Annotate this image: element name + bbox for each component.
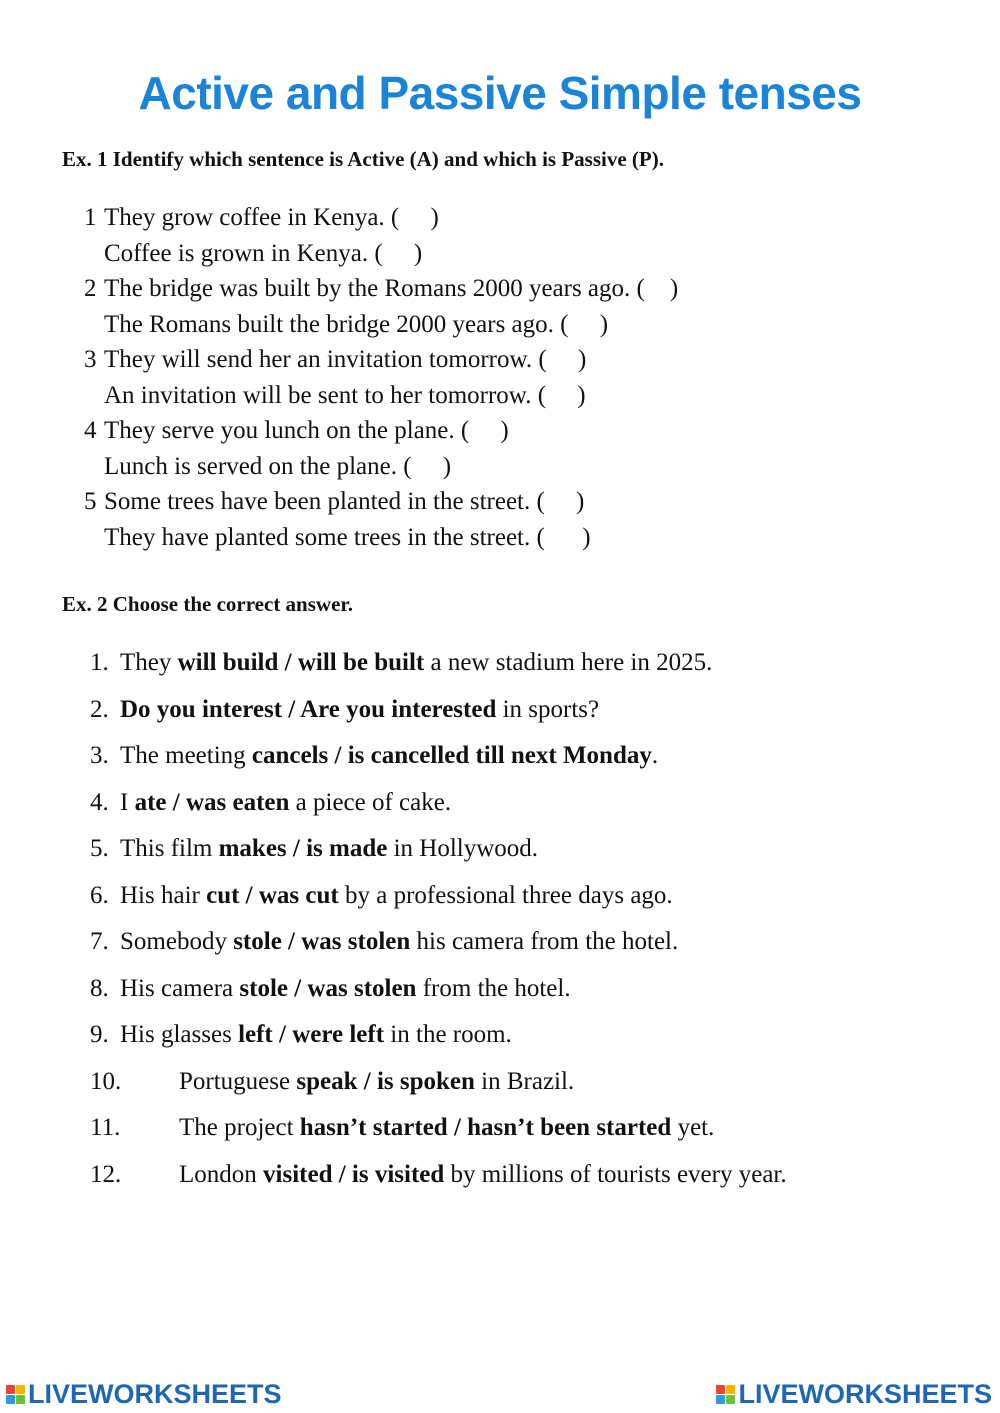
exercise-2-item: [90, 924, 787, 971]
item-number: 2.: [90, 695, 109, 723]
logo-square: [716, 1385, 725, 1394]
sentence-start: I: [120, 788, 135, 816]
answer-choices[interactable]: stole / was stolen: [239, 974, 417, 1002]
exercise-2-item: [90, 1017, 787, 1064]
exercise-1-item: [84, 484, 678, 555]
logo-square: [16, 1395, 25, 1404]
logo-square: [726, 1395, 735, 1404]
exercise-2-heading: Ex. 2 Choose the correct answer.: [62, 592, 354, 616]
exercise-1-item: [84, 271, 678, 342]
logo-square: [6, 1385, 15, 1394]
sentence-end: .: [651, 742, 659, 769]
sentence-text[interactable]: The bridge was built by the Romans 2000 years ago. ( ): [104, 275, 679, 302]
answer-choices[interactable]: ate / was eaten: [134, 788, 290, 816]
sentence-start: The meeting: [120, 742, 252, 769]
answer-choices[interactable]: cancels / is cancelled till next Monday: [251, 742, 652, 769]
sentence-text[interactable]: They will send her an invitation tomorrow. ( ): [104, 346, 587, 373]
answer-choices[interactable]: left / were left: [238, 1021, 385, 1048]
exercise-1-heading: Ex. 1 Identify which sentence is Active (A) and which is Passive (P).: [62, 147, 664, 171]
sentence-line: [84, 413, 678, 449]
item-number: 3.: [90, 742, 109, 769]
answer-choices[interactable]: Do you interest / Are you interested: [120, 695, 497, 723]
exercise-2-item: [90, 971, 787, 1018]
sentence-end: in Brazil.: [474, 1067, 575, 1095]
sentence-start: They: [120, 649, 178, 676]
item-number: 3: [84, 346, 97, 373]
logo-square: [16, 1385, 25, 1394]
sentence-text[interactable]: Some trees have been planted in the street. ( ): [104, 488, 585, 515]
liveworksheets-icon: [6, 1385, 25, 1404]
sentence-start: His hair: [120, 881, 207, 909]
item-number: 2: [84, 275, 97, 302]
item-number: 9.: [90, 1021, 109, 1048]
exercise-2-item: [90, 1064, 787, 1111]
item-number: 10.: [90, 1067, 122, 1095]
answer-choices[interactable]: visited / is visited: [263, 1160, 445, 1188]
brand-name: LIVEWORKSHEETS: [28, 1378, 282, 1409]
item-number: 7.: [90, 928, 109, 955]
exercise-1-item: [84, 200, 678, 271]
exercise-2-item: [90, 1157, 787, 1204]
sentence-end: by millions of tourists every year.: [444, 1160, 787, 1188]
sentence-end: a piece of cake.: [289, 788, 452, 816]
item-number: 5.: [90, 835, 109, 862]
sentence-start: London: [179, 1160, 264, 1188]
exercise-2-item: [90, 738, 787, 785]
sentence-text[interactable]: They have planted some trees in the street. ( ): [104, 523, 591, 551]
exercise-1-list: [84, 200, 678, 555]
sentence-end: in sports?: [496, 695, 600, 723]
exercise-2-list: [90, 645, 787, 1203]
sentence-start: His glasses: [120, 1021, 239, 1048]
logo-square: [716, 1395, 725, 1404]
brand-name: LIVEWORKSHEETS: [738, 1378, 992, 1409]
item-number: 11.: [90, 1114, 121, 1141]
sentence-end: a new stadium here in 2025.: [424, 649, 713, 676]
item-number: 1: [84, 204, 97, 231]
sentence-end: yet.: [671, 1114, 715, 1141]
sentence-text[interactable]: They grow coffee in Kenya. ( ): [104, 204, 439, 231]
answer-choices[interactable]: cut / was cut: [206, 881, 339, 909]
answer-choices[interactable]: hasn’t started / hasn’t been started: [299, 1114, 672, 1141]
sentence-line: [84, 236, 678, 272]
logo-square: [6, 1395, 15, 1404]
answer-choices[interactable]: speak / is spoken: [296, 1067, 475, 1095]
sentence-start: Portuguese: [179, 1067, 297, 1095]
item-number: 6.: [90, 881, 109, 909]
liveworksheets-logo-left[interactable]: [6, 1379, 282, 1409]
sentence-text[interactable]: Coffee is grown in Kenya. ( ): [104, 239, 423, 267]
sentence-start: His camera: [120, 974, 240, 1002]
answer-choices[interactable]: will build / will be built: [177, 649, 425, 676]
item-number: 4.: [90, 788, 109, 816]
sentence-end: from the hotel.: [416, 974, 571, 1002]
sentence-line: [84, 342, 678, 378]
sentence-text[interactable]: They serve you lunch on the plane. ( ): [104, 417, 509, 444]
sentence-line: [84, 520, 678, 556]
answer-choices[interactable]: stole / was stolen: [233, 928, 411, 955]
sentence-end: his camera from the hotel.: [410, 928, 679, 955]
exercise-2-item: [90, 831, 787, 878]
liveworksheets-logo-right[interactable]: [716, 1379, 992, 1409]
sentence-line: [84, 378, 678, 414]
logo-square: [726, 1385, 735, 1394]
sentence-line: [84, 200, 678, 236]
item-number: 12.: [90, 1160, 122, 1188]
liveworksheets-icon: [716, 1385, 735, 1404]
sentence-text[interactable]: The Romans built the bridge 2000 years ago. ( ): [104, 310, 609, 338]
answer-choices[interactable]: makes / is made: [218, 835, 388, 862]
sentence-end: in Hollywood.: [387, 835, 539, 862]
sentence-line: [84, 271, 678, 307]
item-number: 5: [84, 488, 97, 515]
sentence-start: Somebody: [120, 928, 234, 955]
exercise-2-item: [90, 1110, 787, 1157]
exercise-2-item: [90, 878, 787, 925]
sentence-text[interactable]: An invitation will be sent to her tomorrow. ( ): [104, 381, 586, 409]
item-number: 8.: [90, 974, 109, 1002]
sentence-start: This film: [120, 835, 219, 862]
page-title: Active and Passive Simple tenses: [138, 67, 862, 119]
exercise-2-item: [90, 692, 787, 739]
item-number: 1.: [90, 649, 109, 676]
sentence-end: in the room.: [384, 1021, 512, 1048]
exercise-1-item: [84, 342, 678, 413]
sentence-line: [84, 484, 678, 520]
item-number: 4: [84, 417, 97, 444]
exercise-2-item: [90, 785, 787, 832]
sentence-end: by a professional three days ago.: [338, 881, 673, 909]
sentence-start: The project: [179, 1114, 300, 1141]
exercise-2-item: [90, 645, 787, 692]
sentence-line: [84, 449, 678, 485]
exercise-1-item: [84, 413, 678, 484]
sentence-line: [84, 307, 678, 343]
sentence-text[interactable]: Lunch is served on the plane. ( ): [104, 452, 452, 480]
